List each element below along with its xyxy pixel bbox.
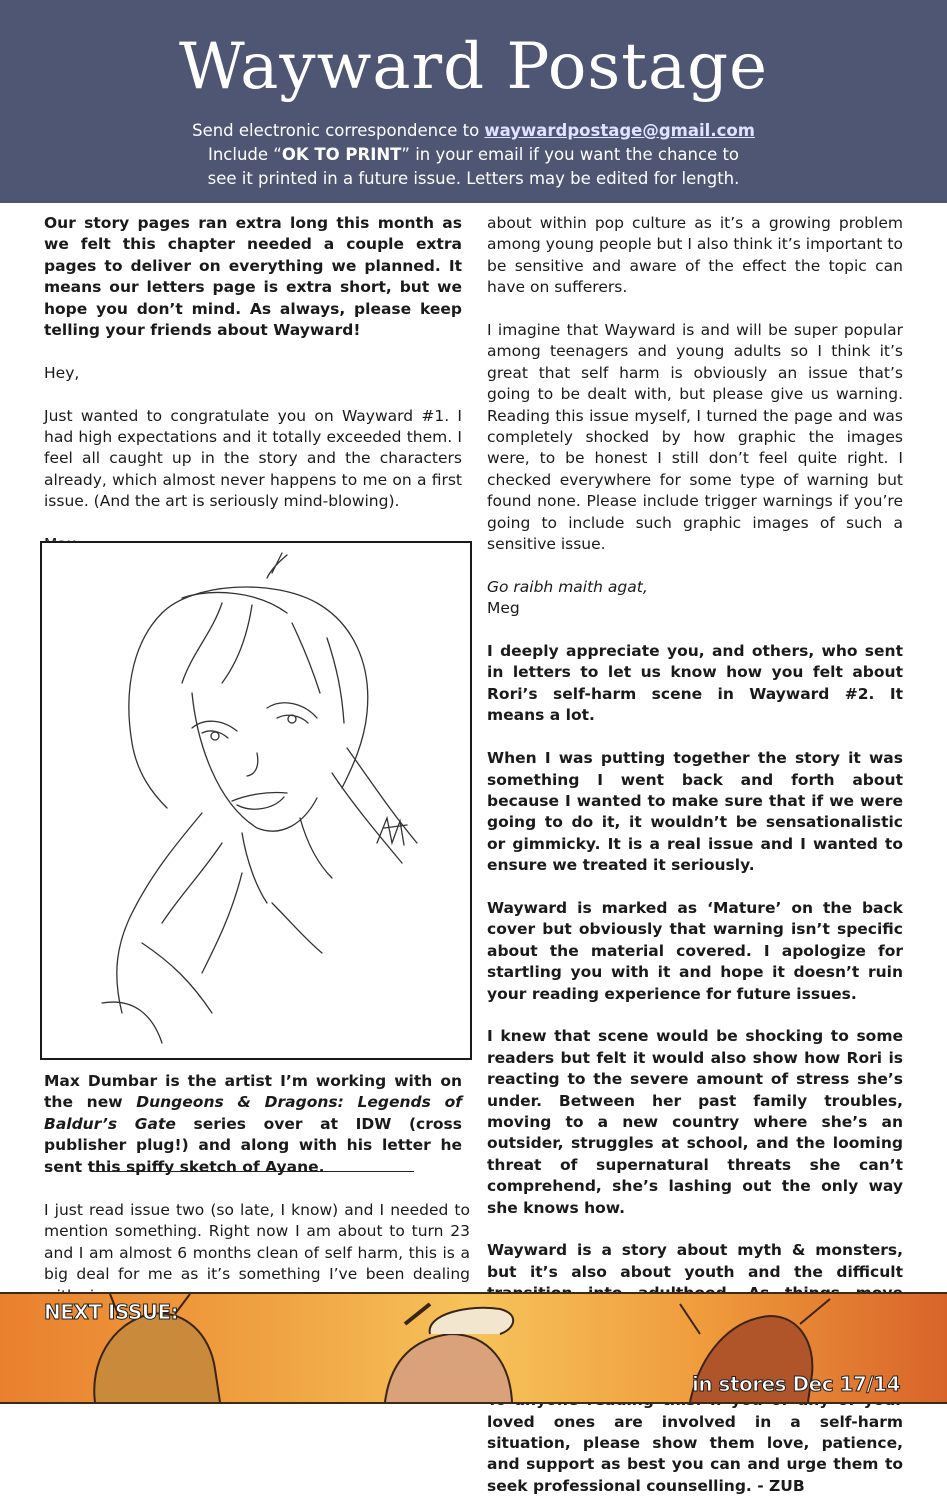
next-issue-banner: [0, 1292, 947, 1404]
left-column-top: [44, 213, 462, 555]
letter-meg-signoff: Go raibh maith agat,: [487, 577, 648, 596]
editor-reply-p2: When I was putting together the story it was something I went back and forth about because I wanted to make sure that if we were going to do it, it wouldn’t be sensationalistic or gimmicky. It is a real issue and I wanted to ensure we treated it seriously.: [487, 749, 903, 875]
email-link[interactable]: waywardpostage@gmail.com: [484, 121, 755, 140]
sketch-drawing: [42, 543, 470, 1058]
letters-header: [0, 0, 947, 203]
page-title: Wayward Postage: [179, 30, 768, 104]
next-issue-label: NEXT ISSUE:: [44, 1300, 179, 1324]
book-title: Dungeons & Dragons: Legends of Baldur’s Gate: [44, 1093, 462, 1133]
editor-reply-p3: Wayward is marked as ‘Mature’ on the back cover but obviously that warning isn’t specific about the material covered. I apologize for startling you with it and hope it doesn’t ruin your reading experience for future issues.: [487, 898, 903, 1003]
instructions-line-2: Include “OK TO PRINT” in your email if you want the chance to: [207, 145, 740, 164]
editor-reply-p6: loved ones are involved in a self-harm situation, please show them love, patience, and support as best you can and urge them to seek professional counselling. - ZUB: [487, 1412, 903, 1495]
letter-max-body: Just wanted to congratulate you on Wayward #1. I had high expectations and it totally exceeded them. I feel all caught up in the story and the characters already, which almost never happens to me on a first issue. (And the art is seriously mind-blowing).: [44, 406, 462, 511]
ayane-sketch-image: [40, 541, 472, 1060]
submission-instructions: [0, 119, 947, 191]
instructions-line-3: see it printed in a future issue. Letters may be edited for length.: [207, 169, 740, 188]
editor-reply-p5: Wayward is a story about myth & monsters, but it’s also about youth and the difficult: [487, 1241, 903, 1281]
letter-greeting: Hey,: [44, 363, 80, 382]
editor-intro: Our story pages ran extra long this month as we felt this chapter needed a couple extra pages to deliver on everything we planned. It means our letters page is extra short, but we hope you don’t mind. As always, please keep telling your friends about Wayward!: [44, 214, 462, 340]
left-column-letter2: [44, 1200, 470, 1307]
instructions-line-1: Send electronic correspondence to waywardpostage@gmail.com: [192, 121, 755, 140]
editor-reply-max: Max Dumbar is the artist I’m working with on the new Dungeons & Dragons: Legends of Baldur’s Gate series over at IDW (cross publisher plug!) and along with his letter he sent this spiffy sketch of Ayane.: [44, 1072, 462, 1176]
ok-to-print-phrase: OK TO PRINT: [281, 145, 402, 164]
editor-reply-p4: I knew that scene would be shocking to some readers but felt it would also show how Rori is reacting to the severe amount of stress she’s under. Between her past family troubles, moving to a new country where she’s an outsider, struggles at school, and the looming threat of supernatural threats she can’t comprehend, she’s lashing out the only way she knows how.: [487, 1027, 903, 1217]
letter-meg-name: Meg: [487, 599, 520, 618]
letter-meg-body-p2: I imagine that Wayward is and will be super popular among teenagers and young adults so I think it’s great that self harm is obviously an issue that’s going to be dealt with, but please give us warning. Reading this issue myself, I turned the page and was completely shocked by how graphic the images were, to be honest I still don’t feel quite right. I checked everywhere for some type of warning but found none. Please include trigger warnings if you’re going to include such graphic images of such a sensitive issue.: [487, 321, 903, 554]
release-date-label: in stores Dec 17/14: [691, 1372, 900, 1396]
letter-meg-body-cont: about within pop culture as it’s a growing problem among young people but I also think it’s important to be sensitive and aware of the effect the topic can have on sufferers.: [487, 214, 903, 297]
section-divider: [92, 1171, 414, 1172]
editor-reply-p1: I deeply appreciate you, and others, who sent in letters to let us know how you felt about Rori’s self-harm scene in Wayward #2. It means a lot.: [487, 642, 903, 725]
left-column-reply: [44, 1071, 462, 1178]
letter-meg-body-start: I just read issue two (so late, I know) and I needed to mention something. Right now I am about to turn 23 and I am almost 6 months clean of self harm, this is a big deal for me as it’s something I’ve been dealing: [44, 1201, 470, 1284]
